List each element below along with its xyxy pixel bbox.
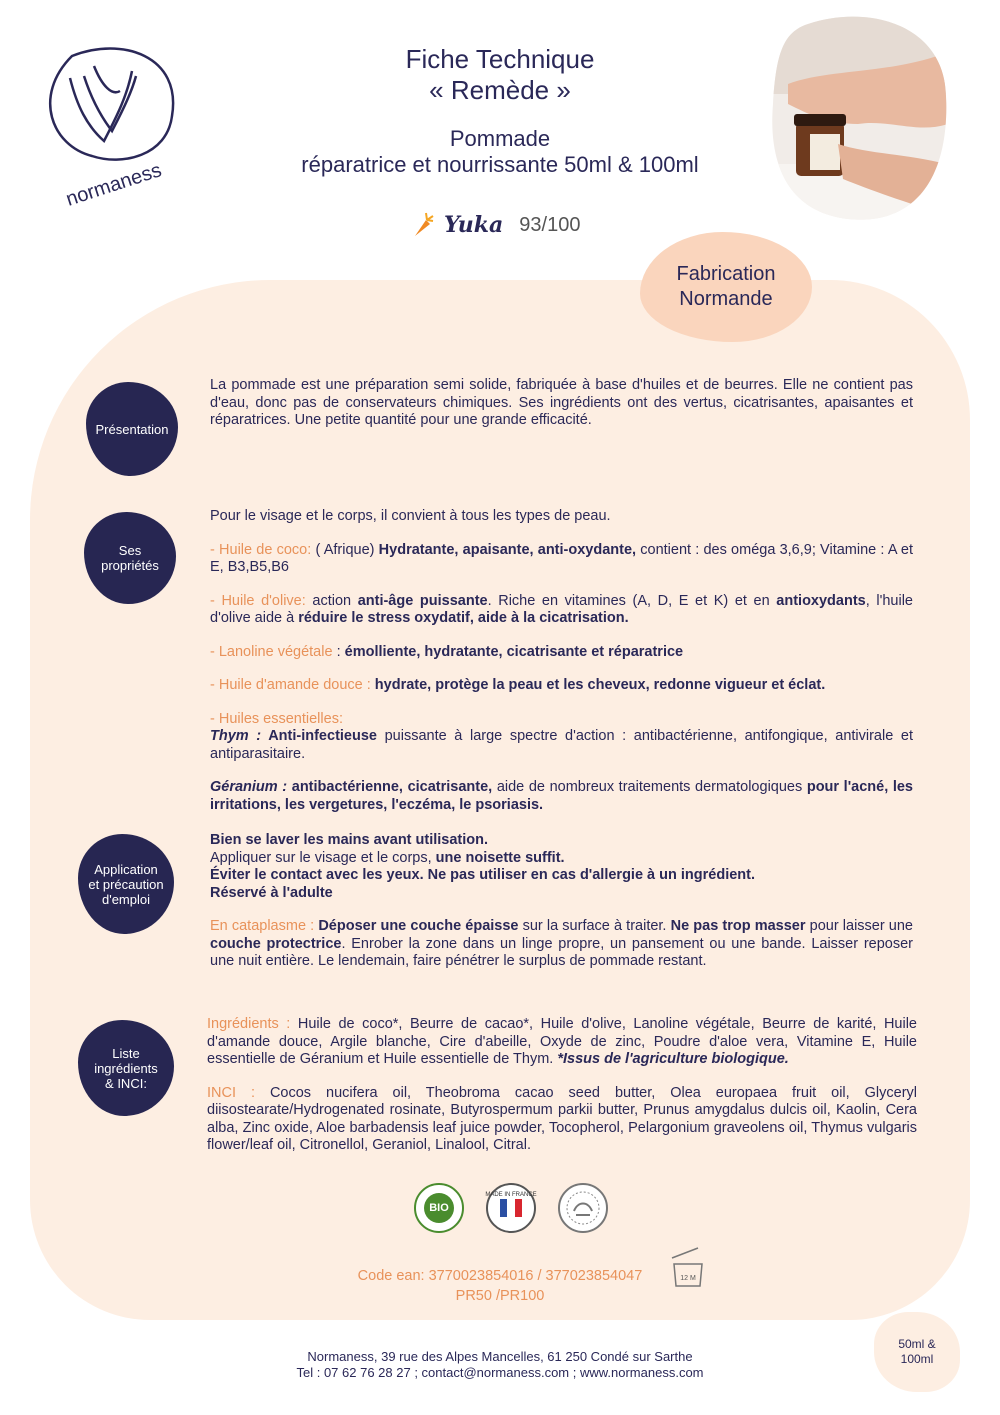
footer-address: Normaness, 39 rue des Alpes Mancelles, 61 250 Condé sur Sarthe	[307, 1349, 693, 1364]
property-text: puissante à large spectre d'action : antibactérienne, antifongique, antivirale et antiparasitaire.	[210, 728, 913, 762]
cataplasme-label: En cataplasme :	[210, 918, 315, 934]
inci-paragraph	[207, 1085, 917, 1155]
application-highlight: une noisette suffit.	[435, 849, 565, 866]
section-label-text: Liste	[112, 1045, 140, 1061]
product-reference: PR50 /PR100	[455, 1288, 545, 1304]
section-label-text: et précaution	[88, 876, 164, 892]
oil-name: Thym :	[210, 728, 262, 744]
section-label-text: propriétés	[101, 558, 159, 573]
recycling-seal-icon	[558, 1183, 608, 1233]
application-text-part: . Enrober la zone dans un linge propre, un pansement ou une bande. Laisser reposer une nuit entière. Le lendemain, faire pénétrer le surplus de pommade restant.	[210, 935, 913, 969]
property-text: , l'huile d'olive aide à	[210, 592, 913, 626]
pao-label: 12 M	[680, 1275, 696, 1282]
certifications	[414, 1183, 608, 1233]
application-line: Réservé à l'adulte	[210, 884, 333, 901]
page-title: Fiche Technique	[405, 44, 595, 74]
carrot-icon	[412, 212, 434, 238]
presentation-paragraph: La pommade est une préparation semi solide, fabriquée à base d'huiles et de beurres. Elle ne contient pas d'eau, donc pas de conservateurs chimiques. Ses ingrédients ont des vertus, cicatrisantes, apaisantes et réparatrices. Une petite quantité pour une grande efficacité.	[210, 377, 913, 428]
cataplasme-paragraph	[210, 918, 913, 971]
open-jar-icon	[668, 1246, 708, 1290]
application-text-part: pour laisser une	[805, 918, 914, 934]
property-lanoline	[210, 644, 913, 662]
application-line	[210, 850, 913, 868]
section-label-text: Application	[94, 861, 158, 877]
application-highlight: Ne pas trop masser	[670, 918, 806, 934]
ingredient-name: - Huiles essentielles:	[210, 710, 343, 727]
made-in-france-icon	[486, 1183, 536, 1233]
application-line: Bien se laver les mains avant utilisation.	[210, 832, 489, 848]
properties-intro: Pour le visage et le corps, il convient à tous les types de peau.	[210, 508, 611, 524]
ingredients-paragraph	[207, 1016, 917, 1069]
ingredient-name: - Lanoline végétale	[210, 643, 333, 660]
ingredient-name: - Huile d'olive:	[210, 592, 306, 609]
property-text: ( Afrique)	[311, 541, 379, 558]
application-text	[210, 832, 913, 971]
product-name: « Remède »	[429, 75, 571, 105]
yuka-score: 93/100	[519, 213, 581, 236]
logo-wordmark: normaness	[63, 159, 165, 211]
yuka-brand: Yuka	[444, 212, 504, 238]
presentation-text	[210, 377, 913, 430]
product-codes	[300, 1266, 700, 1306]
property-amande	[210, 677, 913, 695]
ingredients-text	[207, 1016, 917, 1155]
ingredients-list: Huile de coco*, Beurre de cacao*, Huile d'olive, Lanoline végétale, Beurre de karité, Huile d'amande douce, Argile blanche, Cire d'abeille, Oxyde de zinc, Poudre d'aloe vera, Vitamine E, Huile essentielle de Géranium et Huile essentielle de Thym.	[207, 1016, 917, 1067]
property-highlight: réduire le stress oxydatif, aide à la cicatrisation.	[298, 610, 629, 626]
property-highlight: Hydratante, apaisante, anti-oxydante,	[378, 541, 637, 558]
properties-text	[210, 508, 913, 814]
application-line: Éviter le contact avec les yeux. Ne pas utiliser en cas d'allergie à un ingrédient.	[210, 867, 756, 883]
fabrication-badge-line1: Fabrication	[676, 263, 776, 285]
section-label-text: d'emploi	[101, 891, 150, 907]
section-label-text: Ses	[118, 543, 142, 558]
property-essential-oils-header	[210, 711, 913, 729]
property-thym	[210, 728, 913, 763]
property-text: aide de nombreux traitements dermatologiques	[492, 779, 807, 795]
application-text-part: Appliquer sur le visage et le corps,	[210, 849, 436, 866]
application-text-part: sur la surface à traiter.	[518, 918, 671, 934]
title-block	[200, 44, 800, 178]
ingredient-name: - Huile de coco:	[210, 541, 312, 558]
application-highlight: couche protectrice	[210, 935, 342, 952]
ingredients-label: Ingrédients :	[207, 1016, 291, 1032]
property-highlight: hydrate, protège la peau et les cheveux, redonne vigueur et éclat.	[370, 677, 826, 693]
property-highlight: antibactérienne, cicatrisante,	[287, 779, 493, 795]
product-type: Pommade	[449, 126, 551, 151]
fabrication-badge	[640, 232, 812, 342]
normaness-logo	[32, 36, 192, 211]
section-label-text: ingrédients	[94, 1060, 158, 1076]
ingredient-name: - Huile d'amande douce :	[210, 677, 371, 693]
oil-name: Géranium :	[210, 779, 288, 795]
footer	[200, 1349, 800, 1381]
footer-contact: Tel : 07 62 76 28 27 ; contact@normaness.com ; www.normaness.com	[296, 1365, 704, 1380]
made-in-france-label: MADE IN FRANCE	[485, 1192, 537, 1198]
application-highlight: Déposer une couche épaisse	[314, 918, 519, 934]
bio-label: BIO	[424, 1193, 454, 1223]
inci-label: INCI :	[207, 1084, 255, 1101]
property-geranium	[210, 779, 913, 814]
size-badge-line1: 50ml &	[898, 1337, 936, 1351]
property-highlight: Anti-infectieuse	[261, 728, 377, 744]
bio-certification-icon	[414, 1183, 464, 1233]
property-coco	[210, 542, 913, 577]
size-badge-line2: 100ml	[900, 1352, 934, 1366]
product-photo	[768, 14, 948, 226]
fabrication-badge-line2: Normande	[679, 288, 773, 310]
property-text: . Riche en vitamines (A, D, E et K) et en	[487, 592, 777, 609]
property-highlight: antioxydants	[776, 592, 866, 609]
size-badge	[874, 1312, 960, 1392]
property-text: contient : des oméga 3,6,9; Vitamine : A et E, B3,B5,B6	[210, 541, 914, 575]
property-text: action	[305, 592, 358, 609]
property-highlight: anti-âge puissante	[357, 592, 488, 609]
section-label-text: Présentation	[95, 421, 169, 437]
property-text: :	[332, 643, 345, 660]
ean-code: Code ean: 3770023854016 / 377023854047	[357, 1268, 643, 1284]
product-description: réparatrice et nourrissante 50ml & 100ml	[301, 152, 699, 177]
organic-note: *Issus de l'agriculture biologique.	[557, 1051, 789, 1067]
yuka-rating	[412, 210, 580, 240]
property-olive	[210, 593, 913, 628]
property-highlight: émolliente, hydratante, cicatrisante et réparatrice	[344, 643, 684, 660]
property-highlight: pour l'acné, les irritations, les vergetures, l'eczéma, le psoriasis.	[210, 779, 914, 813]
section-label-text: & INCI:	[105, 1075, 147, 1091]
inci-list: Cocos nucifera oil, Theobroma cacao seed butter, Olea europaea fruit oil, Glyceryl diisostearate/Hydrogenated rosinate, Butyrospermum parkii butter, Prunus amygdalus dulcis oil, Kaolin, Cera alba, Zinc oxide, Aloe barbadensis leaf juice powder, Tocopherol, Pelargonium graveolens oil, Thymus vulgaris flower/leaf oil, Citronellol, Geraniol, Linalool, Citral.	[207, 1084, 918, 1153]
